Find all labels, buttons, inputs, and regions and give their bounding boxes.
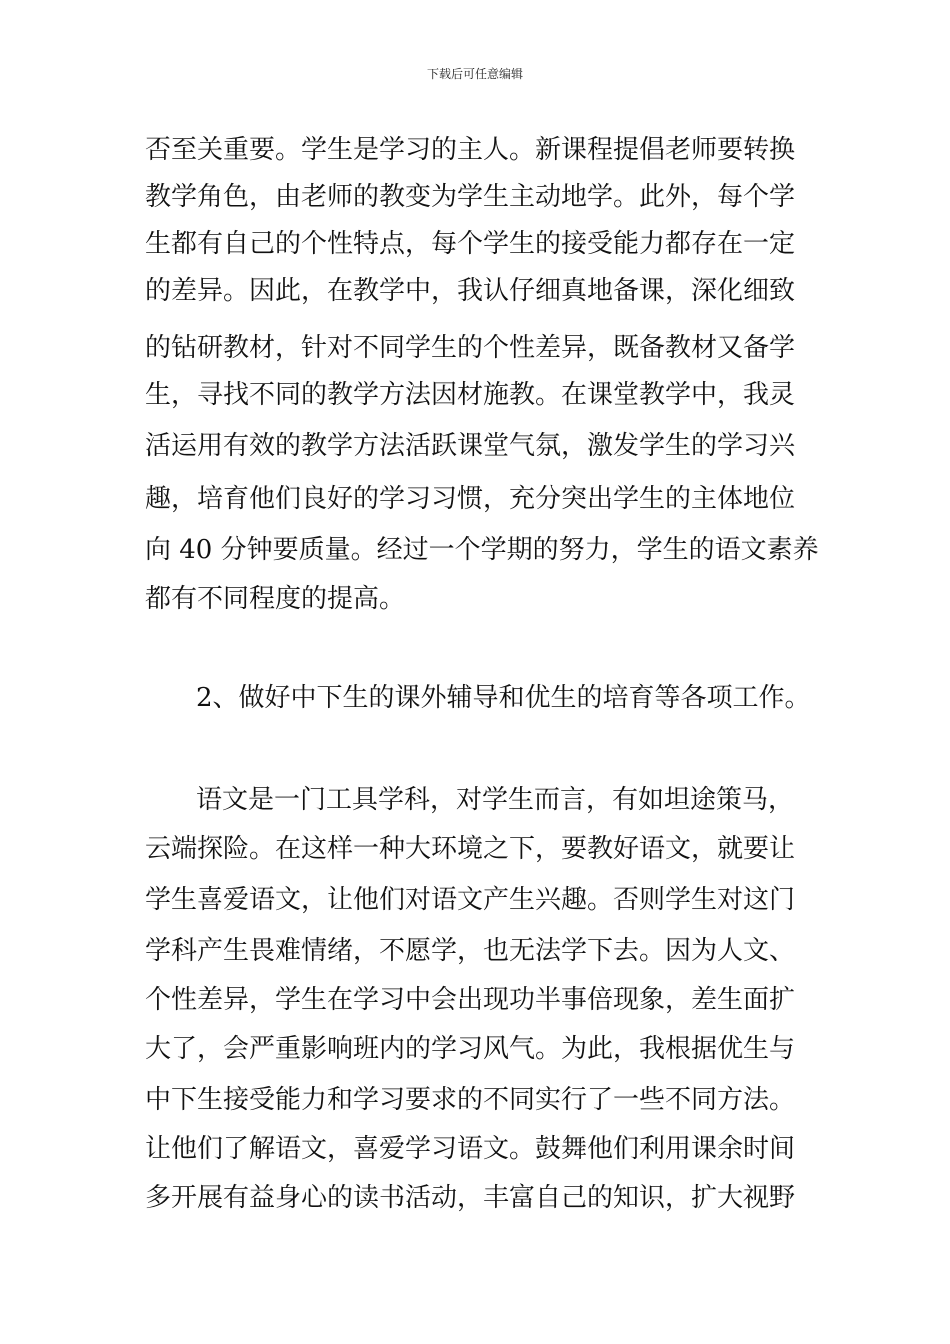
page-header: 下载后可任意编辑 (426, 67, 523, 81)
paragraph-1-line: 趣，培育他们良好的学习习惯，充分突出学生的主体地位 (145, 484, 796, 514)
paragraph-1-line: 教学角色，由老师的教变为学生主动地学。此外，每个学 (145, 182, 796, 212)
paragraph-1-line: 生，寻找不同的教学方法因材施教。在课堂教学中，我灵 (145, 380, 796, 410)
paragraph-1-line: 否至关重要。学生是学习的主人。新课程提倡老师要转换 (145, 135, 796, 165)
paragraph-1-line: 向 40 分钟要质量。经过一个学期的努力，学生的语文素养 (145, 535, 819, 565)
paragraph-2-line: 学生喜爱语文，让他们对语文产生兴趣。否则学生对这门 (145, 885, 796, 915)
paragraph-1-line: 的差异。因此，在教学中，我认仔细真地备课，深化细致 (145, 276, 796, 306)
paragraph-1-line: 活运用有效的教学方法活跃课堂气氛，激发学生的学习兴 (145, 431, 796, 461)
paragraph-1-line: 的钻研教材，针对不同学生的个性差异，既备教材又备学 (145, 333, 796, 363)
paragraph-1-line: 生都有自己的个性特点，每个学生的接受能力都存在一定 (145, 229, 796, 259)
paragraph-1-line: 都有不同程度的提高。 (145, 584, 406, 614)
paragraph-2-line: 学科产生畏难情绪，不愿学，也无法学下去。因为人文、 (145, 936, 796, 966)
paragraph-2-line: 中下生接受能力和学习要求的不同实行了一些不同方法。 (145, 1085, 796, 1115)
paragraph-2-line: 云端探险。在这样一种大环境之下，要教好语文，就要让 (145, 834, 796, 864)
paragraph-2-line: 让他们了解语文，喜爱学习语文。鼓舞他们利用课余时间 (145, 1134, 796, 1164)
paragraph-2-line: 个性差异，学生在学习中会出现功半事倍现象，差生面扩 (145, 985, 796, 1015)
paragraph-2-line: 多开展有益身心的读书活动，丰富自己的知识，扩大视野 (145, 1183, 796, 1213)
paragraph-2-line: 语文是一门工具学科，对学生而言，有如坦途策马， (196, 785, 795, 815)
paragraph-2-line: 大了，会严重影响班内的学习风气。为此，我根据优生与 (145, 1034, 796, 1064)
section-heading: 2、做好中下生的课外辅导和优生的培育等各项工作。 (196, 683, 811, 713)
